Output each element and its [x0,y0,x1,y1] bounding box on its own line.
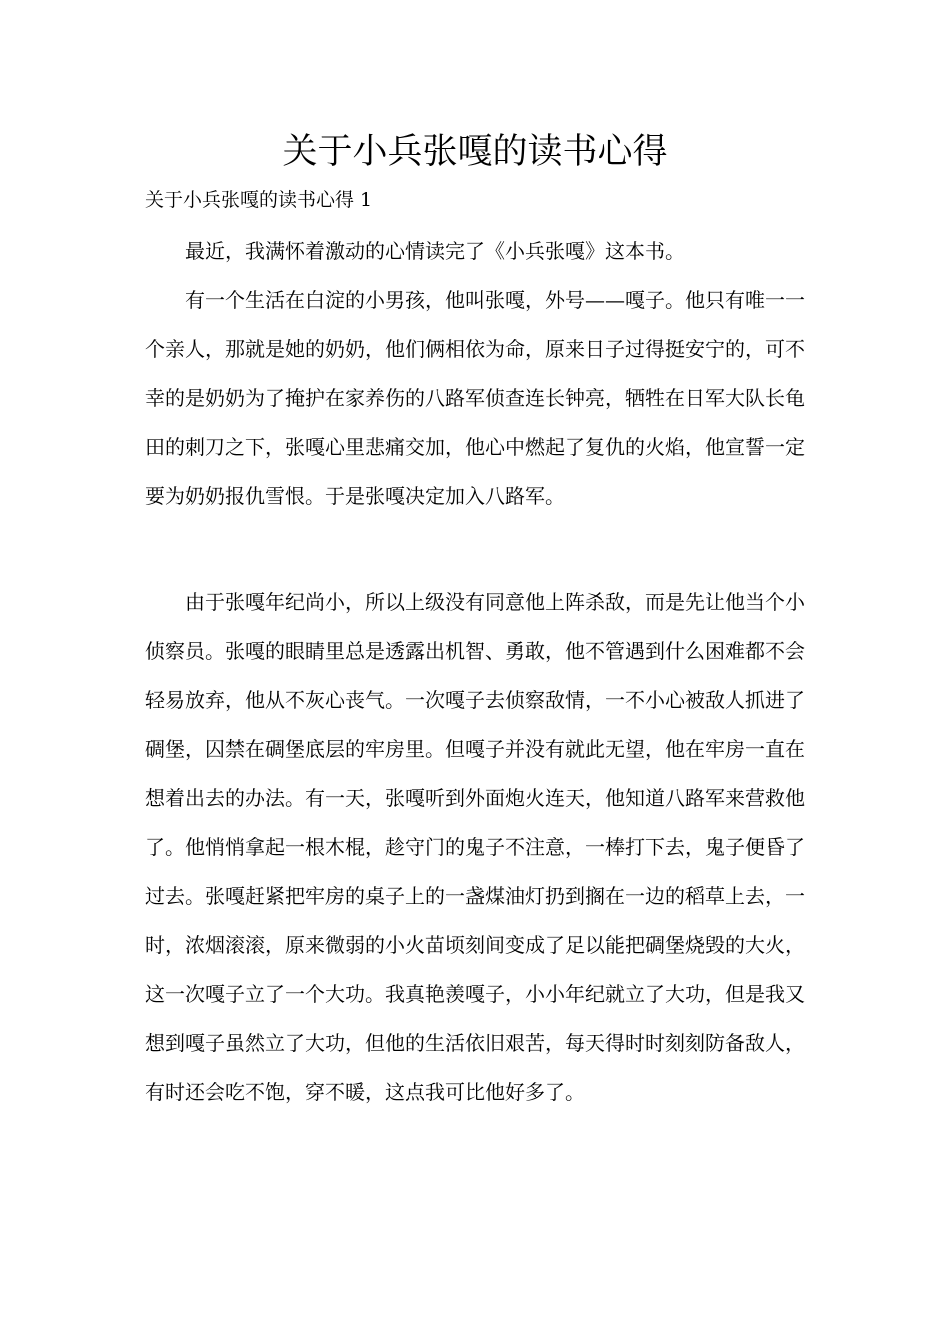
section-heading: 关于小兵张嘎的读书心得 1 [145,189,373,211]
paragraph-2: 有一个生活在白淀的小男孩，他叫张嘎，外号——嘎子。他只有唯一一个亲人，那就是她的奶奶，他们俩相依为命，原来日子过得挺安宁的，可不幸的是奶奶为了掩护在家养伤的八路军侦查连长钟亮，牺牲在日军大队长龟田的刺刀之下，张嘎心里悲痛交加，他心中燃起了复仇的火焰，他宣誓一定要为奶奶报仇雪恨。于是张嘎决定加入八路军。 [145,288,805,508]
document-title: 关于小兵张嘎的读书心得 [282,132,668,172]
paragraph-3: 由于张嘎年纪尚小，所以上级没有同意他上阵杀敌，而是先让他当个小侦察员。张嘎的眼睛里总是透露出机智、勇敢，他不管遇到什么困难都不会轻易放弃，他从不灰心丧气。一次嘎子去侦察敌情，一不小心被敌人抓进了碉堡，囚禁在碉堡底层的牢房里。但嘎子并没有就此无望，他在牢房一直在想着出去的办法。有一天，张嘎听到外面炮火连天，他知道八路军来营救他了。他悄悄拿起一根木棍，趁守门的鬼子不注意，一棒打下去，鬼子便昏了过去。张嘎赶紧把牢房的桌子上的一盏煤油灯扔到搁在一边的稻草上去，一时，浓烟滚滚，原来微弱的小火苗顷刻间变成了足以能把碉堡烧毁的大火，这一次嘎子立了一个大功。我真艳羡嘎子，小小年纪就立了大功，但是我又想到嘎子虽然立了大功，但他的生活依旧艰苦，每天得时时刻刻防备敌人，有时还会吃不饱，穿不暖，这点我可比他好多了。 [145,590,805,1104]
paragraph-1: 最近，我满怀着激动的心情读完了《小兵张嘎》这本书。 [185,239,685,263]
